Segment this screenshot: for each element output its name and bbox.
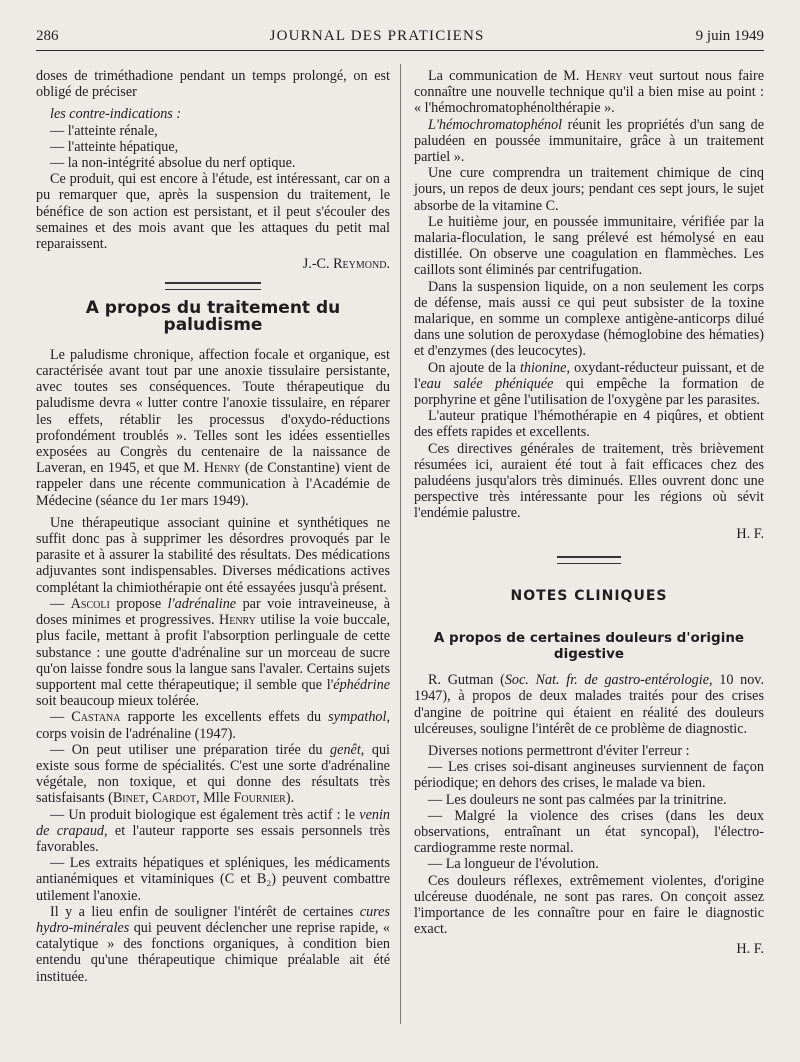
- paragraph: Dans la suspension liquide, on a non seulement les corps de défense, mais aussi ce qui peut subsister de la toxine malarique, en somme un complexe antigène-anticorps dilué dans une solution de peroxydase (hémoglobine des hématies) et d'enzymes (des leucocytes).: [414, 278, 764, 360]
- article-title: A propos du traitement du paludisme: [85, 298, 341, 335]
- paragraph: — Castana rapporte les excellents effets du sympathol, corps voisin de l'adrénaline (1947).: [36, 709, 391, 742]
- paragraph: Une cure comprendra un traitement chimique de cinq jours, un repos de deux jours; pendant ces sept jours, le sujet absorbe de la vitamine C.: [414, 165, 764, 214]
- paragraph: L'auteur pratique l'hémothérapie en 4 piqûres, et obtient des effets rapides et excellents.: [414, 408, 764, 441]
- page-number: 286: [36, 27, 59, 44]
- paragraph: Une thérapeutique associant quinine et synthétiques ne suffit donc pas à supprimer les désordres provoqués par le parasite et à assurer la stabilité des résultats. Des médications adjuvantes sont indispensables. Diverses médications actives complétant la chimiothérapie ont été essayées jusqu'à présent.: [36, 514, 390, 596]
- list-item: — l'atteinte hépatique,: [50, 138, 179, 155]
- paragraph: Il y a lieu enfin de souligner l'intérêt de certaines cures hydro-minérales qui peuvent déclencher une reprise rapide, « catalytique » des fonctions organiques, à condition bien entendu qu'une thérapeutique chimique préalable ait été instituée.: [36, 903, 390, 985]
- paragraph: R. Gutman (Soc. Nat. fr. de gastro-entérologie, 10 nov. 1947), à propos de deux malades traités pour des crises d'angine de poitrine qui étaient en réalité des douleurs ulcéreuses, souligne l'intérêt de ce problème de diagnostic.: [414, 672, 765, 737]
- issue-date: 9 juin 1949: [695, 27, 764, 44]
- list-item: — Les douleurs ne sont pas calmées par la trinitrine.: [428, 791, 727, 808]
- list-item: — Les crises soi-disant angineuses surviennent de façon périodique; en dehors des crises, le malade va bien.: [414, 759, 764, 792]
- paragraph: — Les extraits hépatiques et spléniques, les médicaments antianémiques et vitaminiques (C et B₂) peuvent combattre utilement l'anoxie.: [36, 855, 390, 904]
- article-title: A propos de certaines douleurs d'origine digestive: [433, 630, 745, 663]
- list-item: — Malgré la violence des crises (dans les deux observations, entraînant un état syncopal), l'électro-cardiogramme reste normal.: [414, 807, 764, 857]
- paragraph: La communication de M. Henry veut surtout nous faire connaître une nouvelle technique qu'il a bien mise au point : « l'hémochromatophénolthérapie ».: [414, 68, 764, 117]
- list-item: — La longueur de l'évolution.: [428, 856, 599, 873]
- list-item: — la non-intégrité absolue du nerf optique.: [50, 155, 296, 172]
- paragraph: doses de triméthadione pendant un temps prolongé, on est obligé de préciser: [36, 68, 390, 101]
- author-signature: J.-C. Reymond.: [302, 256, 390, 273]
- column-divider: [400, 64, 401, 1024]
- list-item: — l'atteinte rénale,: [50, 122, 158, 139]
- right-column: [414, 68, 764, 958]
- contra-indications-title: les contre-indications :: [50, 106, 182, 123]
- paragraph: Diverses notions permettront d'éviter l'erreur :: [428, 742, 690, 759]
- author-signature: H. F.: [736, 525, 764, 542]
- paragraph: L'hémochromatophénol réunit les propriétés d'un sang de paludéen en poussée immunitaire, grâce à un traitement partiel ».: [414, 116, 764, 166]
- paragraph: — Ascoli propose l'adrénaline par voie intraveineuse, à doses minimes et progressives. Henry utilise la voie buccale, plus facile, mettant à profit l'absorption perlinguale de cette substance : une goutte d'adrénaline sur un morceau de sucre qu'on laisse fondre sous la langue sans l'avaler. Certains sujets supportent mal cette thérapeutique; il semble que l'éphédrine soit beaucoup mieux tolérée.: [36, 595, 390, 710]
- paragraph: Le paludisme chronique, affection focale et organique, est caractérisée avant tout par une anoxie tissulaire persistante, avec toutes ses conséquences. Toute thérapeutique du paludisme devra « lutter contre l'anoxie tissulaire, en réparer les effets, rétablir les processus d'oxydo-réductions profondément troublés ». Telles sont les idées essentielles exposées au Congrès du centenaire de la naissance de Laveran, en 1945, et que M. Henry (de Constantine) vient de rappeler dans une récente communication à l'Académie de Médecine (séance du 1er mars 1949).: [36, 346, 390, 509]
- paragraph: Ce produit, qui est encore à l'étude, est intéressant, car on a pu remarquer que, après la suspension du traitement, le bénéfice de son action est persistant, et il peut s'écouler des semaines et des mois avant que les attaques du petit mal reparaissent.: [36, 171, 390, 253]
- author-signature: H. F.: [736, 941, 764, 958]
- page-header: [36, 22, 764, 51]
- section-title: NOTES CLINIQUES: [510, 587, 668, 604]
- section-separator: [557, 556, 621, 564]
- paragraph: — Un produit biologique est également très actif : le venin de crapaud, et l'auteur rapporte ses essais personnels très favorables.: [36, 806, 390, 855]
- journal-title: JOURNAL DES PRATICIENS: [269, 27, 485, 44]
- paragraph: — On peut utiliser une préparation tirée du genêt, qui existe sous forme de spécialités. C'est une sorte d'adrénaline végétale, non toxique, et qui donne des résultats très satisfaisants (Binet, Cardot, Mlle Fournier).: [36, 741, 390, 807]
- left-column: [36, 68, 390, 985]
- paragraph: Ces directives générales de traitement, très brièvement résumées ici, auraient été tout à fait efficaces chez des paludéens jusqu'alors très diminués. Elles ouvrent donc une perspective très intéressante pour les régions où sévit l'endémie palustre.: [414, 440, 764, 522]
- paragraph: Ces douleurs réflexes, extrêmement violentes, d'origine ulcéreuse duodénale, ne sont pas rares. On conçoit assez l'importance de les connaître pour en faire le diagnostic exact.: [414, 872, 764, 938]
- paragraph: On ajoute de la thionine, oxydant-réducteur puissant, et de l'eau salée phéniquée qui empêche la formation de porphyrine et gêne l'utilisation de l'oxygène par les parasites.: [414, 359, 764, 409]
- paragraph: Le huitième jour, en poussée immunitaire, vérifiée par la malaria-floculation, le sang prélevé est hémolysé en eau distillée. On observe une coagulation en flammèches. Les caillots sont éliminés par centrifugation.: [414, 213, 764, 279]
- section-separator: [165, 282, 261, 290]
